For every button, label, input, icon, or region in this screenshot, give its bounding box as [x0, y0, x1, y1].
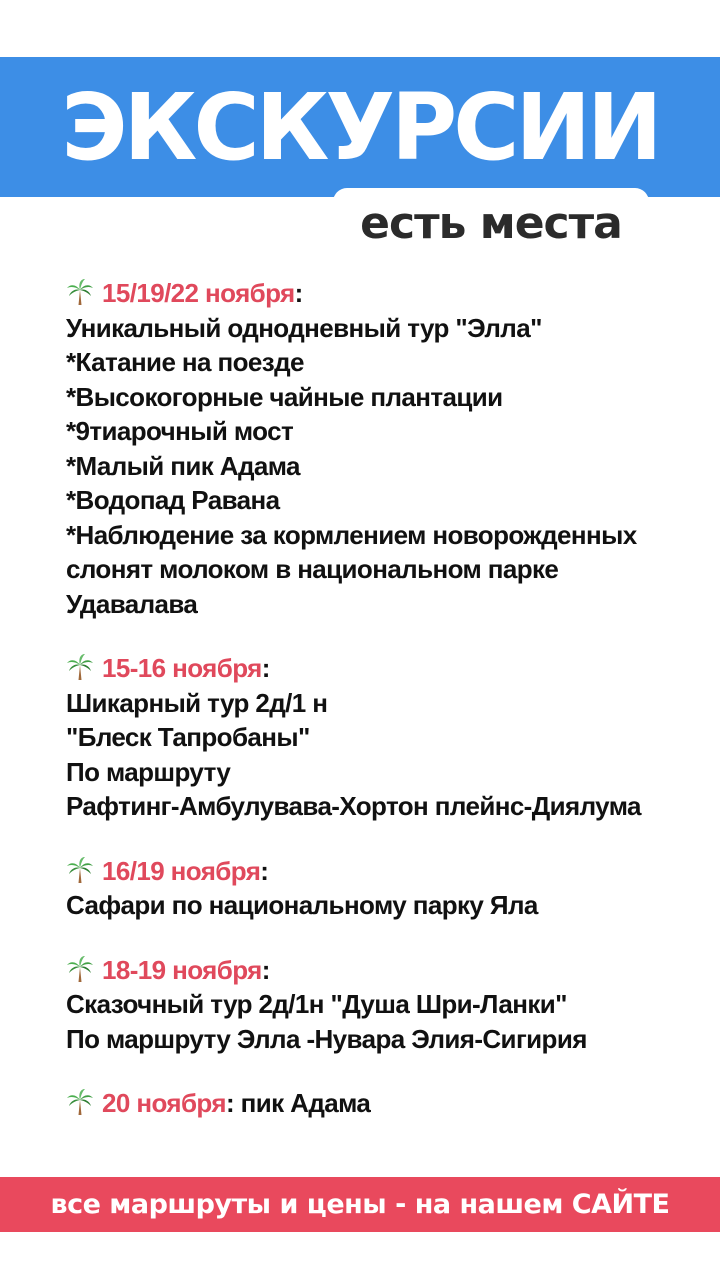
tour-date-suffix: : [261, 954, 270, 985]
tour-date: 15/19/22 ноября [102, 278, 295, 308]
tour-date-line [66, 953, 706, 988]
palm-tree-icon [66, 856, 94, 884]
palm-tree-icon [66, 653, 94, 681]
tour-date: 20 ноября [102, 1088, 226, 1118]
tour-text-line: *Наблюдение за кормлением новорожденных [66, 519, 637, 550]
tour-text-line: Удавалава [66, 588, 198, 619]
tour-date-line [66, 276, 706, 311]
tour-text-line: "Блеск Тапробаны" [66, 722, 310, 752]
tour-text-line: *9тиарочный мост [66, 416, 294, 446]
tour-date: 18-19 ноября [102, 954, 262, 985]
tour-text-line: По маршруту [66, 756, 231, 787]
palm-tree-icon [66, 955, 94, 983]
tour-text-line: *Малый пик Адама [66, 450, 300, 481]
tour-date-suffix: : [294, 278, 303, 308]
tour-text-line: *Водопад Равана [66, 485, 280, 515]
tour-date: 15-16 ноября [102, 653, 262, 683]
tour-section [66, 854, 706, 923]
tour-date-suffix: : [260, 855, 269, 886]
tour-text-line: По маршруту Элла -Нувара Элия-Сигирия [66, 1023, 587, 1054]
tour-date-line [66, 651, 706, 686]
tour-section [66, 651, 706, 824]
tour-text-line: *Высокогорные чайные плантации [66, 381, 503, 412]
tour-text-line: Уникальный однодневный тур "Элла" [66, 312, 542, 343]
availability-badge: есть места [333, 188, 649, 258]
tour-section [66, 953, 706, 1057]
tour-date-suffix: : пик Адама [225, 1088, 371, 1118]
tour-section [66, 1086, 706, 1121]
tour-date-line [66, 1086, 706, 1121]
tour-text-line: слонят молоком в национальном парке [66, 554, 559, 584]
tour-text-line: Сказочный тур 2д/1н "Душа Шри-Ланки" [66, 989, 567, 1019]
tour-date-suffix: : [261, 653, 270, 683]
tour-date: 16/19 ноября [102, 855, 261, 886]
palm-tree-icon [66, 278, 94, 306]
tour-text-line: *Катание на поезде [66, 347, 304, 377]
tour-text-line: Рафтинг-Амбулувава-Хортон плейнс-Диялума [66, 791, 641, 821]
palm-tree-icon [66, 1088, 94, 1116]
website-call-to-action: все маршруты и цены - на нашем САЙТЕ [0, 1177, 720, 1232]
tour-text-line: Шикарный тур 2д/1 н [66, 687, 328, 718]
page-title: ЭКСКУРСИИ [61, 73, 659, 181]
tour-date-line [66, 854, 706, 889]
tour-list [66, 276, 706, 1151]
tour-text-line: Сафари по национальному парку Яла [66, 890, 538, 920]
tour-section [66, 276, 706, 621]
